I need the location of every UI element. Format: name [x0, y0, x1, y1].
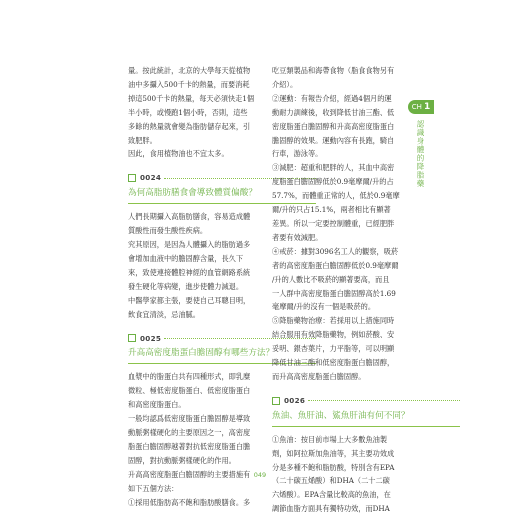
- chapter-tab: [408, 100, 434, 114]
- question-title: 升高高密度脂蛋白膽固醇有哪些方法？: [128, 348, 275, 359]
- chapter-title-vertical: 認識身體的降脂藥: [416, 120, 425, 188]
- question-number: 0024: [140, 173, 162, 183]
- question-number: 0026: [284, 395, 306, 405]
- question-title: 為何高脂肪膳食會導致體質偏酸？: [128, 188, 257, 199]
- answer-0025-continued: 吃豆類製品和海帶食物（脂食食物另有 介紹）。 ②運動：有報告介紹，經過4個月的運 動耐力訓練後，收到降低甘油三酯、低 密度脂蛋白膽固醇和升高高密度脂蛋白 膽固醇的效果。運動內容有長跑，騎自 行車，游泳等。 ③減肥：超重和肥胖的人，其血中高密 度脂蛋白膽固醇低於0.9毫摩爾/升的占 57.7%，而體重正常的人，低於0.9毫摩 爾/升的只占15.1%，兩者相比有顯著 差異。所以一定要控制體重，已經肥胖 者要有效減肥。 ④戒菸：據對3096名工人的觀察，吸菸 者的高密度脂蛋白膽固醇低於0.9毫摩爾 /升的人數比不吸菸的顯著要高，而且 一人群中高密度脂蛋白膽固醇高於1.69 毫摩爾/升的沒有一個是吸菸的。 ⑤降脂藥物治療：若採用以上措施同時 結合服用有效降脂藥物，例如菸酸、安 妥明、銀杏葉片，力平脂等，可以明顯 降低甘油三酯和低密度脂蛋白膽固醇， 而升高高密度脂蛋白膽固醇。: [272, 66, 400, 381]
- page-number: 049: [253, 471, 267, 479]
- question-number: 0025: [140, 333, 162, 343]
- answer-0026: ①魚油：按目前市場上大多數魚油製 劑，如阿拉斯加魚油等，其主要功效成 分是多種不飽和脂肪酸，特別含有EPA （二十碳五烯酸）和DHA（二十二碳 六烯酸）。EPA含量比較高的魚油，在 調節血脂方面具有獨特功效，而DHA: [272, 434, 395, 514]
- title-underline: [272, 426, 460, 427]
- checkbox-icon: [272, 397, 280, 405]
- chapter-number: 1: [423, 102, 431, 112]
- checkbox-icon: [128, 174, 136, 182]
- question-header: [272, 394, 460, 408]
- intro-paragraph: 量。按此統計，北京的大學每天從植物 油中多攝入500千卡的熱量，而要消耗 掉這500千卡的熱量，每天必須快走1個 半小時，或慢跑1個小時，否則，這些 多餘的熱量就會變為脂肪儲存起來，引 致肥胖。 因此，食用植物油也不宜太多。: [128, 66, 255, 159]
- checkbox-icon: [128, 334, 136, 342]
- answer-0025: 血漿中的脂蛋白共有四種形式，即乳糜 微粒、極低密度脂蛋白、低密度脂蛋白 和高密度脂蛋白。 一般均認爲低密度脂蛋白膽固醇是導致 動脈粥樣硬化的主要原因之一，高密度 脂蛋白膽固醇越著對抗低密度脂蛋白膽 固醇，對抗動脈粥樣硬化的作用。 升高高密度脂蛋白膽固醇的主要措施有 如下五個方法： ①採用低脂肪高不飽和脂肪酸膳食。多: [128, 372, 251, 507]
- dotted-divider: [308, 400, 460, 401]
- chapter-prefix: CH: [411, 103, 422, 111]
- answer-0024: 人們長期攝入高脂肪膳食，容易造成體 質酸性而發生酸性疾病。 究其原因，是因為人體攝入的脂肪過多 會增加血液中的膽固醇含量，長久下 來，致使連接體腔神經的血管網路系統 發生硬化等病變，進步使體力減退。 中醫學家都主張，要使自己耳聰目明， 飲食宜清淡，忌油膩。: [128, 212, 251, 319]
- question-title: 魚油、魚肝油、鯊魚肝油有何不同？: [272, 410, 410, 421]
- question-0026: [272, 394, 460, 427]
- right-column: [272, 64, 460, 516]
